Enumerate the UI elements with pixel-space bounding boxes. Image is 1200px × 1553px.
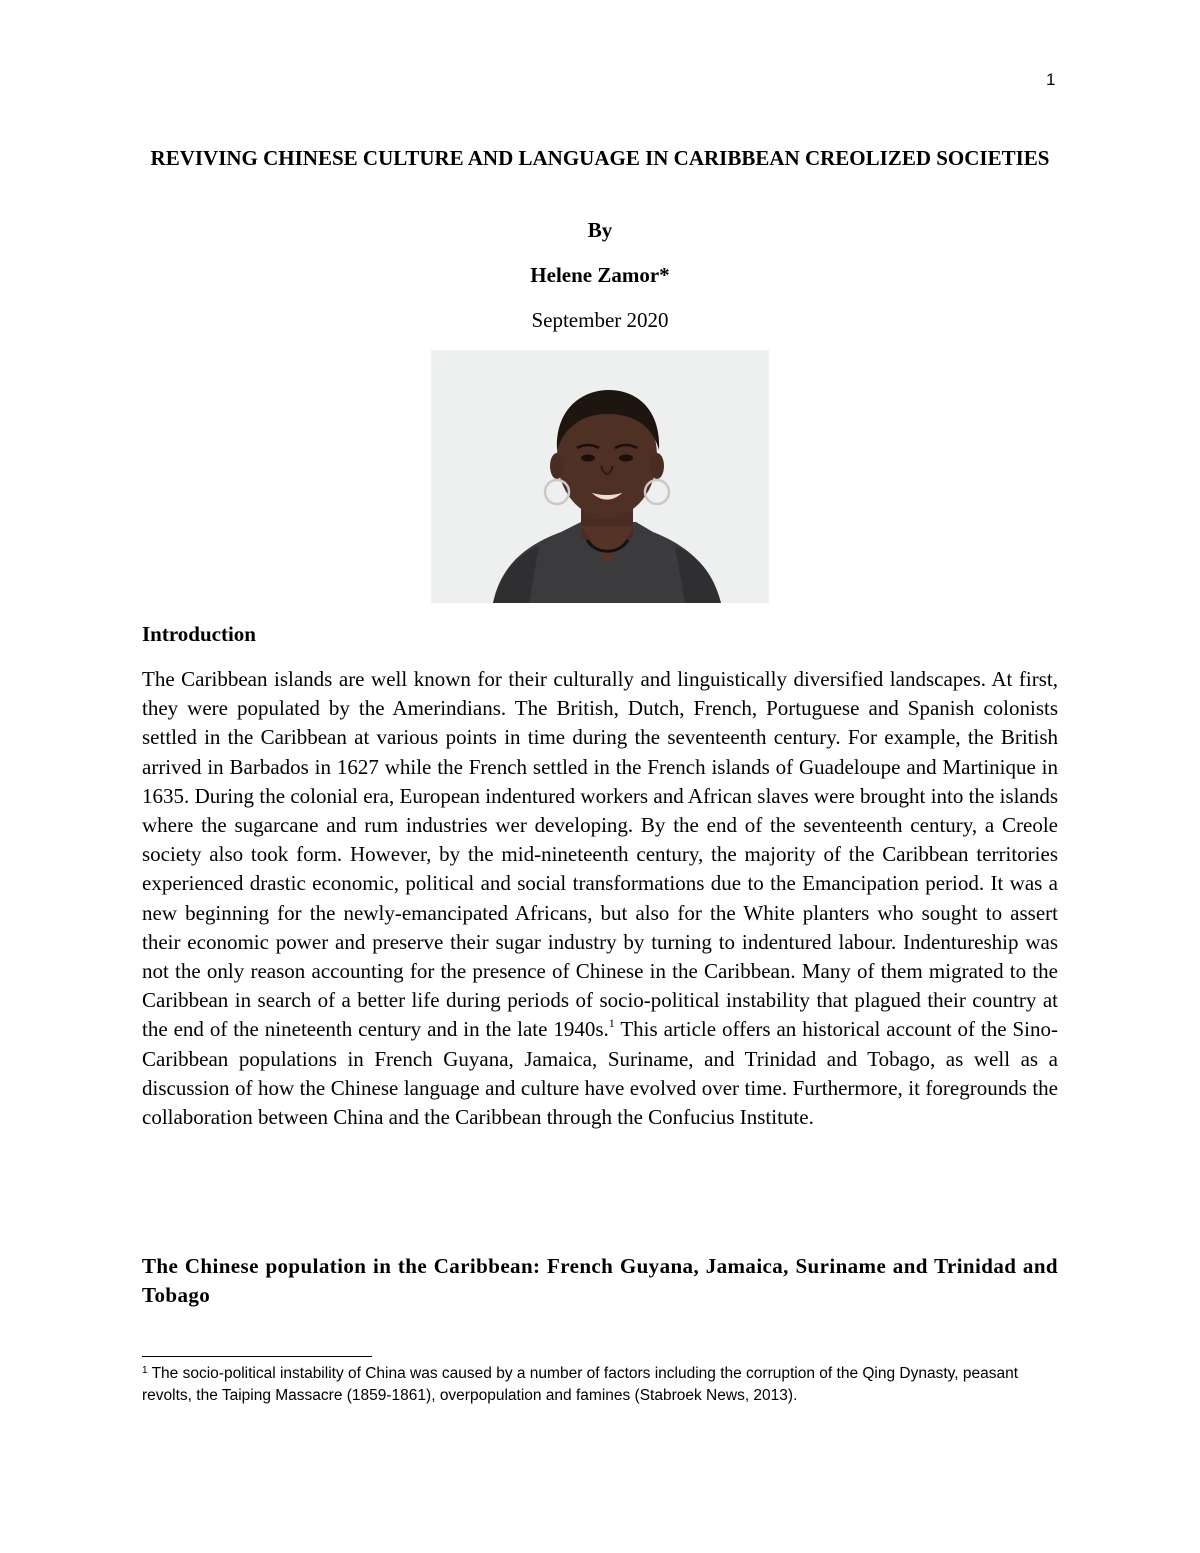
footnote: [142, 1363, 1058, 1407]
section-heading: The Chinese population in the Caribbean: French Guyana, Jamaica, Suriname and Trinidad and Tobago: [142, 1254, 1058, 1307]
author-portrait-image: [431, 350, 769, 603]
introduction-text-part-1: The Caribbean islands are well known for their culturally and linguistically diversified landscapes. At first, they were populated by the Amerindians. The British, Dutch, French, Portuguese and Spanish colonists settled in the Caribbean at various points in time during the seventeenth century. For example, the British arrived in Barbados in 1627 while the French settled in the French islands of Guadeloupe and Martinique in 1635. During the colonial era, European indentured workers and African slaves were brought into the islands where the sugarcane and rum industries wer developing. By the end of the seventeenth century, a Creole society also took form. However, by the mid-nineteenth century, the majority of the Caribbean territories experienced drastic economic, political and social transformations due to the Emancipation period. It was a new beginning for the newly-emancipated Africans, but also for the White planters who sought to assert their economic power and preserve their sugar industry by turning to indentured labour. Indentureship was not the only reason accounting for the presence of Chinese in the Caribbean. Many of them migrated to the Caribbean in search of a better life during periods of socio-political instability that plagued their country at the end of the nineteenth century and in the late 1940s.: [142, 667, 1058, 1042]
byline-by: By: [587, 218, 613, 242]
article-title: REVIVING CHINESE CULTURE AND LANGUAGE IN CARIBBEAN CREOLIZED SOCIETIES: [150, 146, 1050, 170]
footnote-text: The socio-political instability of China was caused by a number of factors including the corruption of the Qing Dynasty, peasant revolts, the Taiping Massacre (1859-1861), overpopulation and famines (Stabroek News, 2013).: [142, 1365, 1019, 1404]
author-photo: [431, 350, 769, 603]
footnote-marker: 1: [142, 1365, 148, 1376]
publication-date: September 2020: [531, 308, 669, 332]
page-number: 1: [1046, 70, 1056, 89]
introduction-heading: Introduction: [142, 622, 256, 646]
footnote-reference: 1: [608, 1016, 615, 1031]
footnote-divider: [142, 1356, 372, 1357]
introduction-paragraph: [142, 665, 1058, 1132]
author-name: Helene Zamor*: [530, 263, 670, 287]
introduction-text-part-2: This article offers an historical account of the Sino-Caribbean populations in French Guyana, Jamaica, Suriname, and Trinidad and Tobago, as well as a discussion of how the Chinese language and culture have evolved over time. Furthermore, it foregrounds the collaboration between China and the Caribbean through the Confucius Institute.: [142, 1017, 1058, 1130]
